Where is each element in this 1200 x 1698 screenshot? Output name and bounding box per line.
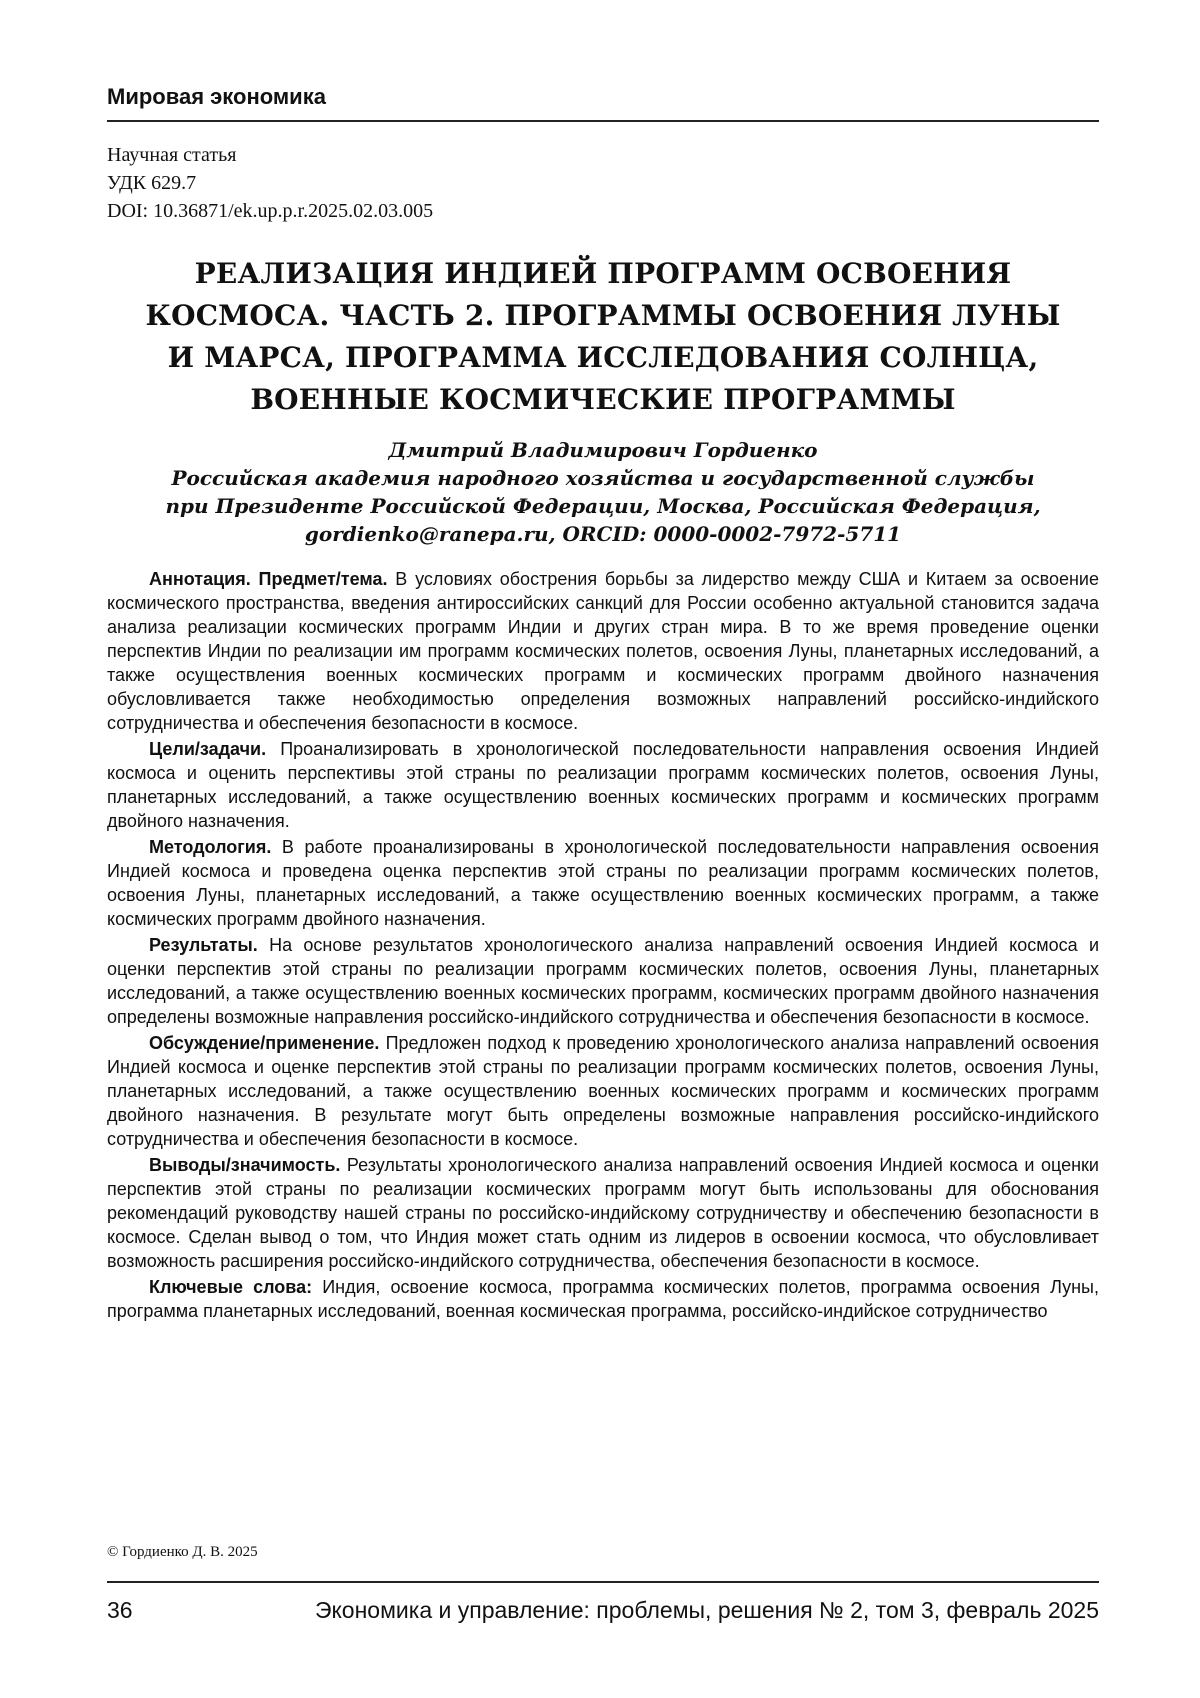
title-line: И МАРСА, ПРОГРАММА ИССЛЕДОВАНИЯ СОЛНЦА, bbox=[107, 337, 1099, 379]
abstract-label: Аннотация. Предмет/тема. bbox=[149, 569, 388, 589]
abstract-paragraph-methodology bbox=[107, 835, 1099, 931]
copyright-notice: © Гордиенко Д. В. 2025 bbox=[107, 1544, 258, 1561]
abstract-label: Выводы/значимость. bbox=[149, 1155, 340, 1175]
abstract-text: В условиях обострения борьбы за лидерство между США и Китаем за освоение космического пространства, введения антироссийских санкций для России особенно актуальной становится задача анализа реализации космических программ Индии и других стран мира. В то же время проведение оценки перспектив Индии по реализации им программ космических полетов, освоения Луны, планетарных исследований, а также осуществления военных космических программ и космических программ двойного назначения обусловливается также необходимостью определения возможных направлений российско-индийского сотрудничества и обеспечения безопасности в космосе. bbox=[107, 569, 1099, 733]
author-contact: gordienko@ranepa.ru, ORCID: 0000-0002-7972-5711 bbox=[107, 520, 1099, 548]
article-title bbox=[107, 253, 1099, 421]
author-affiliation: Российская академия народного хозяйства и государственной службы bbox=[107, 464, 1099, 492]
section-header: Мировая экономика bbox=[107, 84, 326, 110]
doi: DOI: 10.36871/ek.up.p.r.2025.02.03.005 bbox=[107, 197, 433, 225]
abstract-label: Результаты. bbox=[149, 935, 258, 955]
abstract-paragraph-results bbox=[107, 933, 1099, 1029]
page-footer bbox=[107, 1591, 1099, 1631]
author-name: Дмитрий Владимирович Гордиенко bbox=[107, 436, 1099, 464]
title-line: КОСМОСА. ЧАСТЬ 2. ПРОГРАММЫ ОСВОЕНИЯ ЛУНЫ bbox=[107, 295, 1099, 337]
journal-title: Экономика и управление: проблемы, решения № 2, том 3, февраль 2025 bbox=[315, 1597, 1099, 1624]
title-line: ВОЕННЫЕ КОСМИЧЕСКИЕ ПРОГРАММЫ bbox=[107, 379, 1099, 421]
abstract-label: Обсуждение/применение. bbox=[149, 1033, 379, 1053]
abstract-text: Результаты хронологического анализа направлений освоения Индией космоса и оценки перспектив этой страны по реализации космических программ могут быть использованы для обоснования рекомендаций руководству нашей страны по российско-индийскому сотрудничеству и обеспечению безопасности в космосе. Сделан вывод о том, что Индия может стать одним из лидеров в освоении космоса, что обусловливает возможность расширения российско-индийского сотрудничества, обеспечения безопасности в космосе. bbox=[107, 1155, 1099, 1271]
abstract-text: В работе проанализированы в хронологической последовательности направления освоения Индией космоса и проведена оценка перспектив этой страны по реализации программ космических полетов, освоения Луны, планетарных исследований, а также осуществлению военных космических программ, а также космических программ двойного назначения. bbox=[107, 837, 1099, 929]
abstract-paragraph-keywords bbox=[107, 1275, 1099, 1323]
abstract-label: Ключевые слова: bbox=[149, 1277, 312, 1297]
abstract-text: Предложен подход к проведению хронологического анализа направлений освоения Индией космоса и оценке перспектив этой страны по реализации программ космических полетов, освоения Луны, планетарных исследований, а также осуществлению военных космических программ и космических программ двойного назначения. В результате могут быть определены возможные направления российско-индийского сотрудничества и обеспечения безопасности в космосе. bbox=[107, 1033, 1099, 1149]
abstract-paragraph-goals bbox=[107, 737, 1099, 833]
article-page bbox=[0, 0, 1200, 1698]
udk-code: УДК 629.7 bbox=[107, 169, 433, 197]
header-divider bbox=[107, 120, 1099, 122]
abstract-label: Методология. bbox=[149, 837, 271, 857]
article-type: Научная статья bbox=[107, 141, 433, 169]
abstract-label: Цели/задачи. bbox=[149, 739, 266, 759]
abstract bbox=[107, 567, 1099, 1325]
abstract-text: Проанализировать в хронологической последовательности направления освоения Индией космоса и оценить перспективы этой страны по реализации программ космических полетов, освоения Луны, планетарных исследований, а также осуществлению военных космических программ и космических программ двойного назначения. bbox=[107, 739, 1099, 831]
article-meta bbox=[107, 141, 433, 225]
footer-divider bbox=[107, 1581, 1099, 1583]
title-line: РЕАЛИЗАЦИЯ ИНДИЕЙ ПРОГРАММ ОСВОЕНИЯ bbox=[107, 253, 1099, 295]
abstract-paragraph-subject bbox=[107, 567, 1099, 735]
author-block bbox=[107, 436, 1099, 548]
abstract-paragraph-conclusions bbox=[107, 1153, 1099, 1273]
abstract-text: На основе результатов хронологического анализа направлений освоения Индией космоса и оценки перспектив этой страны по реализации программ космических полетов, освоения Луны, планетарных исследований, а также осуществлению военных космических программ, космических программ двойного назначения определены возможные направления российско-индийского сотрудничества и обеспечения безопасности в космосе. bbox=[107, 935, 1099, 1027]
author-affiliation-line-2: при Президенте Российской Федерации, Москва, Российская Федерация, bbox=[107, 492, 1099, 520]
abstract-paragraph-discussion bbox=[107, 1031, 1099, 1151]
abstract-text: Индия, освоение космоса, программа космических полетов, программа освоения Луны, программа планетарных исследований, военная космическая программа, российско-индийское сотрудничество bbox=[107, 1277, 1099, 1321]
page-number: 36 bbox=[107, 1597, 133, 1624]
